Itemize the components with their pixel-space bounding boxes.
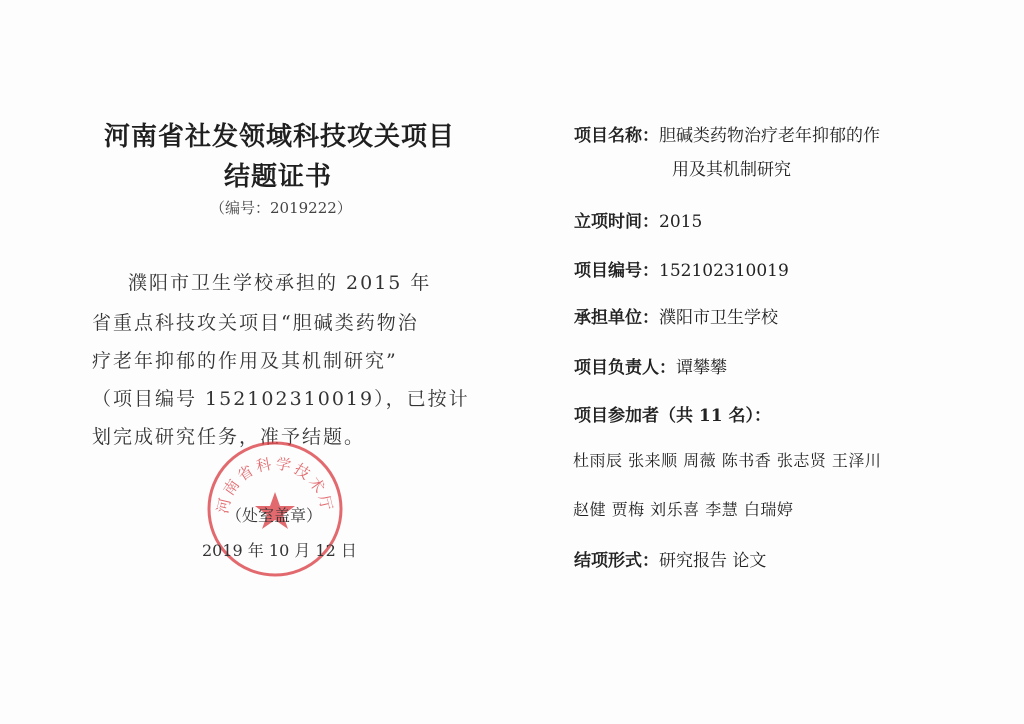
project-leader-label: 项目负责人： [574, 358, 676, 378]
body-line-5: 划完成研究任务，准予结题。 [92, 426, 366, 448]
approval-time-row [574, 207, 702, 232]
approval-time-value: 2015 [659, 212, 703, 232]
project-name-value-cont: 用及其机制研究 [672, 160, 791, 180]
stamp-label: （处室盖章） [226, 506, 323, 525]
project-leader-value: 谭攀攀 [676, 358, 727, 378]
issue-date: 2019 年 10 月 12 日 [202, 541, 357, 560]
body-line-4: （项目编号 152102310019），已按计 [92, 388, 470, 410]
certificate-number: （编号：2019222） [210, 199, 352, 217]
project-leader-row [574, 353, 727, 378]
body-line-3: 疗老年抑郁的作用及其机制研究” [92, 350, 398, 372]
body-line-2: 省重点科技攻关项目“胆碱类药物治 [92, 312, 419, 334]
project-number-row [574, 256, 789, 281]
completion-form-label: 结项形式： [574, 551, 659, 571]
project-number-value: 152102310019 [659, 261, 789, 281]
project-name-value: 胆碱类药物治疗老年抑郁的作 [659, 126, 880, 146]
approval-time-label: 立项时间： [574, 212, 659, 232]
certificate-title-line1: 河南省社发领域科技攻关项目 [104, 122, 456, 152]
participants-label: 项目参加者（共 11 名）： [574, 406, 771, 426]
completion-form-value: 研究报告 论文 [659, 551, 767, 571]
body-line-1: 濮阳市卫生学校承担的 2015 年 [128, 272, 432, 294]
certificate-title-line2: 结题证书 [224, 162, 333, 192]
participants-line-1: 杜雨辰 张来顺 周薇 陈书香 张志贤 王泽川 [573, 451, 882, 470]
undertaking-unit-row [574, 303, 778, 328]
project-number-label: 项目编号： [574, 261, 659, 281]
completion-form-row [574, 546, 766, 571]
participants-line-2: 赵健 贾梅 刘乐喜 李慧 白瑞婷 [573, 500, 794, 519]
undertaking-unit-label: 承担单位： [574, 308, 659, 328]
project-name-label: 项目名称： [574, 126, 659, 146]
undertaking-unit-value: 濮阳市卫生学校 [659, 308, 778, 328]
project-name-row [574, 121, 880, 146]
seal-text: 河南省科学技术厅 [213, 454, 337, 516]
